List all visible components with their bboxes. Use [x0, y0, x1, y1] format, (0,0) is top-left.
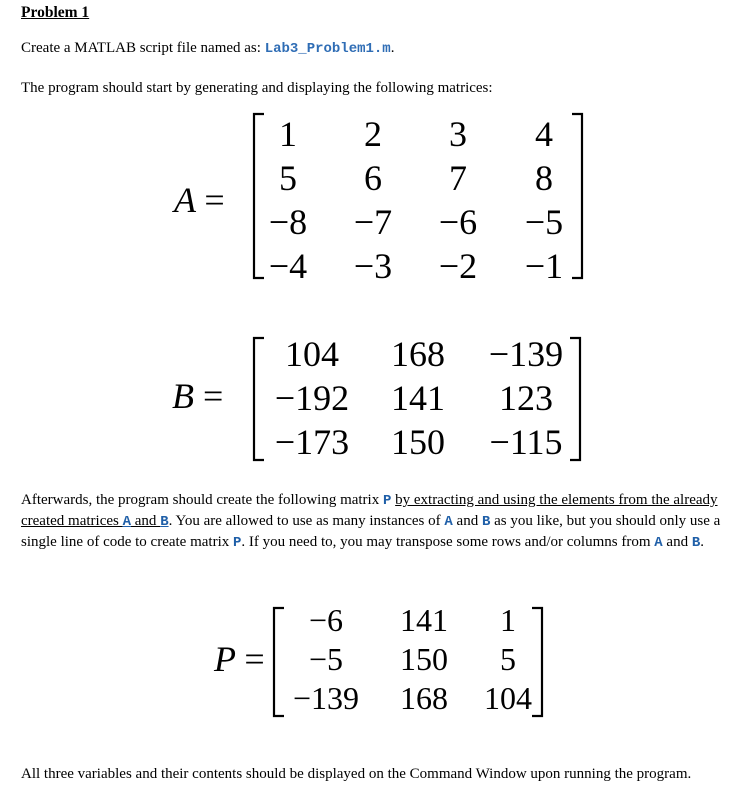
matrix-p-label [214, 638, 265, 680]
afterwards-underlined: and [131, 513, 161, 529]
afterwards-text: and [452, 513, 482, 529]
intro-suffix: . [390, 40, 395, 56]
matrix-a-cell: 4 [535, 114, 553, 154]
matrix-b-name: B [172, 376, 194, 416]
matrix-b-label [172, 375, 223, 417]
matrix-b-cell: 123 [499, 378, 553, 418]
matrix-b-cell: 104 [285, 334, 339, 374]
matrix-a-equals: = [204, 180, 225, 220]
var-b: B [481, 514, 491, 530]
final-instruction: All three variables and their contents should be displayed on the Command Window upon running the program. [21, 766, 692, 782]
var-b: B [691, 535, 701, 551]
afterwards-text: as you like, but you should only use a single line of code to create matrix [21, 513, 721, 550]
var-p: P [382, 493, 392, 509]
matrix-a-cell: −4 [268, 246, 308, 286]
afterwards-text: . You are allowed to use as many instances of [168, 513, 445, 529]
matrix-p-cell: 168 [400, 680, 448, 716]
matrix-a-cell: 2 [364, 114, 382, 154]
matrix-a-cell: −7 [353, 202, 393, 242]
matrix-a-cell: 3 [449, 114, 467, 154]
problem-title: Problem 1 [21, 4, 90, 21]
matrix-b-cell: −192 [274, 378, 350, 418]
intro-prefix: Create a MATLAB script file named as: [21, 40, 265, 56]
matrix-a-label [174, 179, 225, 221]
matrix-p-equals: = [244, 639, 265, 679]
matrix-b-cell: 168 [391, 334, 445, 374]
matrix-p-cell: 5 [500, 641, 516, 677]
matrix-p-cell: 141 [400, 602, 448, 638]
afterwards-text: . If you need to, you may transpose some rows and/or columns from [241, 534, 655, 550]
afterwards-underlined: by extracting and using the elements from the already created matrices [21, 492, 718, 529]
matrix-p-cell: −6 [308, 602, 344, 638]
var-a: A [654, 535, 663, 551]
matrix-p-cell: −5 [308, 641, 344, 677]
matrix-a-cell: 1 [279, 114, 297, 154]
matrix-a-cell: 7 [449, 158, 467, 198]
var-a: A [122, 514, 132, 530]
matrix-a-cell: −3 [353, 246, 393, 286]
matrix-a-cell: 6 [364, 158, 382, 198]
matrix-b-cell: 150 [391, 422, 445, 462]
matrix-p-cell: 150 [400, 641, 448, 677]
matrix-p-cell: 104 [484, 680, 532, 716]
matrix-p-cell: 1 [500, 602, 516, 638]
start-instruction: The program should start by generating and displaying the following matrices: [21, 80, 493, 96]
matrix-b-cell: −139 [488, 334, 564, 374]
matrix-b-cell: −173 [274, 422, 350, 462]
matrix-p-cell: −139 [292, 680, 360, 716]
afterwards-text: . [700, 534, 704, 550]
matrix-a-cell: −8 [268, 202, 308, 242]
matrix-a-cell: −1 [524, 246, 564, 286]
afterwards-text: and [662, 534, 692, 550]
var-b: B [160, 514, 169, 530]
matrix-a-cell: 5 [279, 158, 297, 198]
matrix-b-cell: 141 [391, 378, 445, 418]
matrix-b-cell: −115 [489, 422, 563, 462]
matrix-b-equals: = [203, 376, 224, 416]
afterwards-paragraph [21, 490, 721, 553]
matrix-a-cell: −2 [438, 246, 478, 286]
matrix-a-cell: −6 [438, 202, 478, 242]
intro-line [21, 38, 394, 59]
script-filename: Lab3_Problem1.m [264, 41, 391, 57]
matrix-a-cell: 8 [535, 158, 553, 198]
matrix-a-cell: −5 [524, 202, 564, 242]
matrix-a-name: A [174, 180, 196, 220]
matrix-p-name: P [214, 639, 236, 679]
afterwards-text: Afterwards, the program should create the following matrix [21, 492, 383, 508]
var-a: A [444, 514, 453, 530]
var-p: P [233, 535, 242, 551]
